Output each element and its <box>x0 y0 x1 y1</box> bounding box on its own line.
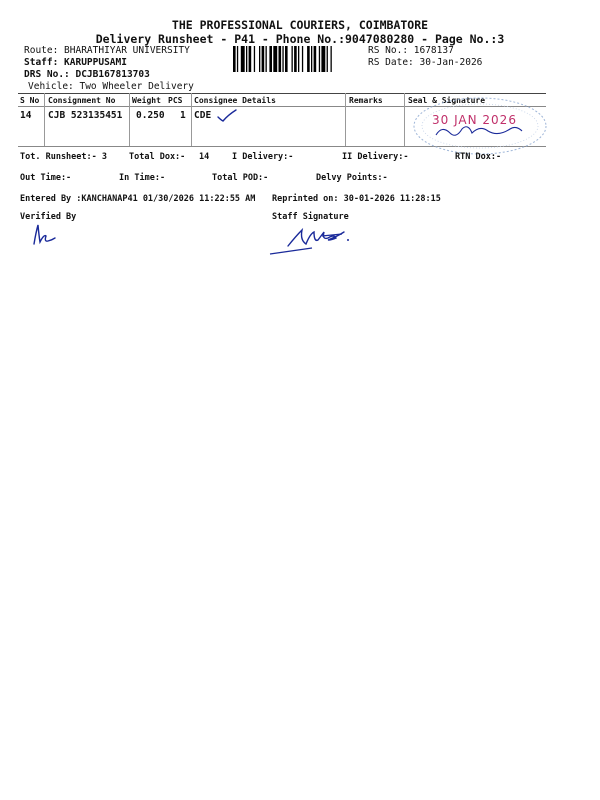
barcode-bar <box>314 46 317 72</box>
drs-field: DRS No.: DCJB167813703 <box>24 69 150 80</box>
barcode-bar <box>266 46 267 72</box>
barcode-bar <box>282 46 283 72</box>
barcode-bar <box>237 46 238 72</box>
reprinted-on: Reprinted on: 30-01-2026 11:28:15 <box>272 194 441 204</box>
staff-signature-icon <box>268 226 354 258</box>
col-header-consignment: Consignment No <box>48 96 116 105</box>
barcode-bar <box>254 46 255 72</box>
barcode-bar <box>279 46 282 72</box>
barcode-bar <box>233 46 236 72</box>
barcode-bar <box>321 46 325 72</box>
vehicle-field: Vehicle: Two Wheeler Delivery <box>28 81 194 92</box>
staff-signature-label: Staff Signature <box>272 212 349 222</box>
verified-by-label: Verified By <box>20 212 77 222</box>
in-time: In Time:- <box>119 173 166 183</box>
route-field: Route: BHARATHIYAR UNIVERSITY <box>24 45 190 56</box>
barcode-bar <box>327 46 328 72</box>
barcode-bar <box>311 46 312 72</box>
barcode-bar <box>246 46 247 72</box>
rs-number: RS No.: 1678137 <box>368 45 454 56</box>
barcode-bar <box>249 46 252 72</box>
stamp-date: 30 JAN 2026 <box>432 113 517 127</box>
total-dox-value: 14 <box>199 152 210 162</box>
col-divider <box>345 93 346 146</box>
barcode-bar <box>259 46 260 72</box>
barcode-bar <box>241 46 245 72</box>
company-name: THE PROFESSIONAL COURIERS, COIMBATORE <box>171 18 429 32</box>
total-pod: Total POD:- <box>212 173 269 183</box>
rtn-dox: RTN Dox:- <box>455 152 502 162</box>
verifier-signature-icon <box>28 222 60 248</box>
col-divider <box>404 93 405 146</box>
row-consignee: CDE <box>194 110 212 121</box>
barcode-icon <box>233 46 363 72</box>
col-divider <box>191 93 192 146</box>
barcode-bar <box>292 46 293 72</box>
row-weight: 0.250 <box>136 110 165 121</box>
delvy-points: Delvy Points:- <box>316 173 388 183</box>
barcode-bar <box>294 46 297 72</box>
barcode-bar <box>285 46 288 72</box>
col-header-weight: Weight <box>132 96 161 105</box>
total-dox-label: Total Dox:- <box>129 152 186 162</box>
barcode-bar <box>331 46 332 72</box>
table-top-rule <box>18 93 546 94</box>
out-time: Out Time:- <box>20 173 72 183</box>
row-sno: 14 <box>20 110 32 121</box>
ii-delivery: II Delivery:- <box>342 152 409 162</box>
check-mark-icon <box>216 108 238 124</box>
runsheet-title: Delivery Runsheet - P41 - Phone No.:9047080280 - Page No.:3 <box>95 32 505 46</box>
barcode-bar <box>269 46 272 72</box>
rs-date: RS Date: 30-Jan-2026 <box>368 57 483 68</box>
col-header-seal: Seal & Signature <box>408 96 486 105</box>
barcode-bar <box>262 46 265 72</box>
total-runsheet: Tot. Runsheet:- 3 <box>20 152 107 162</box>
barcode-bar <box>302 46 303 72</box>
col-header-remarks: Remarks <box>349 96 383 105</box>
entered-by: Entered By :KANCHANAP41 01/30/2026 11:22:55 AM <box>20 194 256 204</box>
delivery-stamp <box>410 95 550 157</box>
i-delivery: I Delivery:- <box>232 152 294 162</box>
row-pcs: 1 <box>180 110 186 121</box>
staff-field: Staff: KARUPPUSAMI <box>24 57 127 68</box>
col-divider <box>129 93 130 146</box>
row-consignment: CJB 523135451 <box>48 110 123 121</box>
col-header-sno: S No <box>20 96 40 105</box>
col-header-pcs: PCS <box>168 96 183 105</box>
barcode-bar <box>273 46 277 72</box>
barcode-bar <box>319 46 320 72</box>
col-header-consignee: Consignee Details <box>194 96 276 105</box>
col-divider <box>44 93 45 146</box>
barcode-bar <box>307 46 310 72</box>
barcode-bar <box>298 46 299 72</box>
